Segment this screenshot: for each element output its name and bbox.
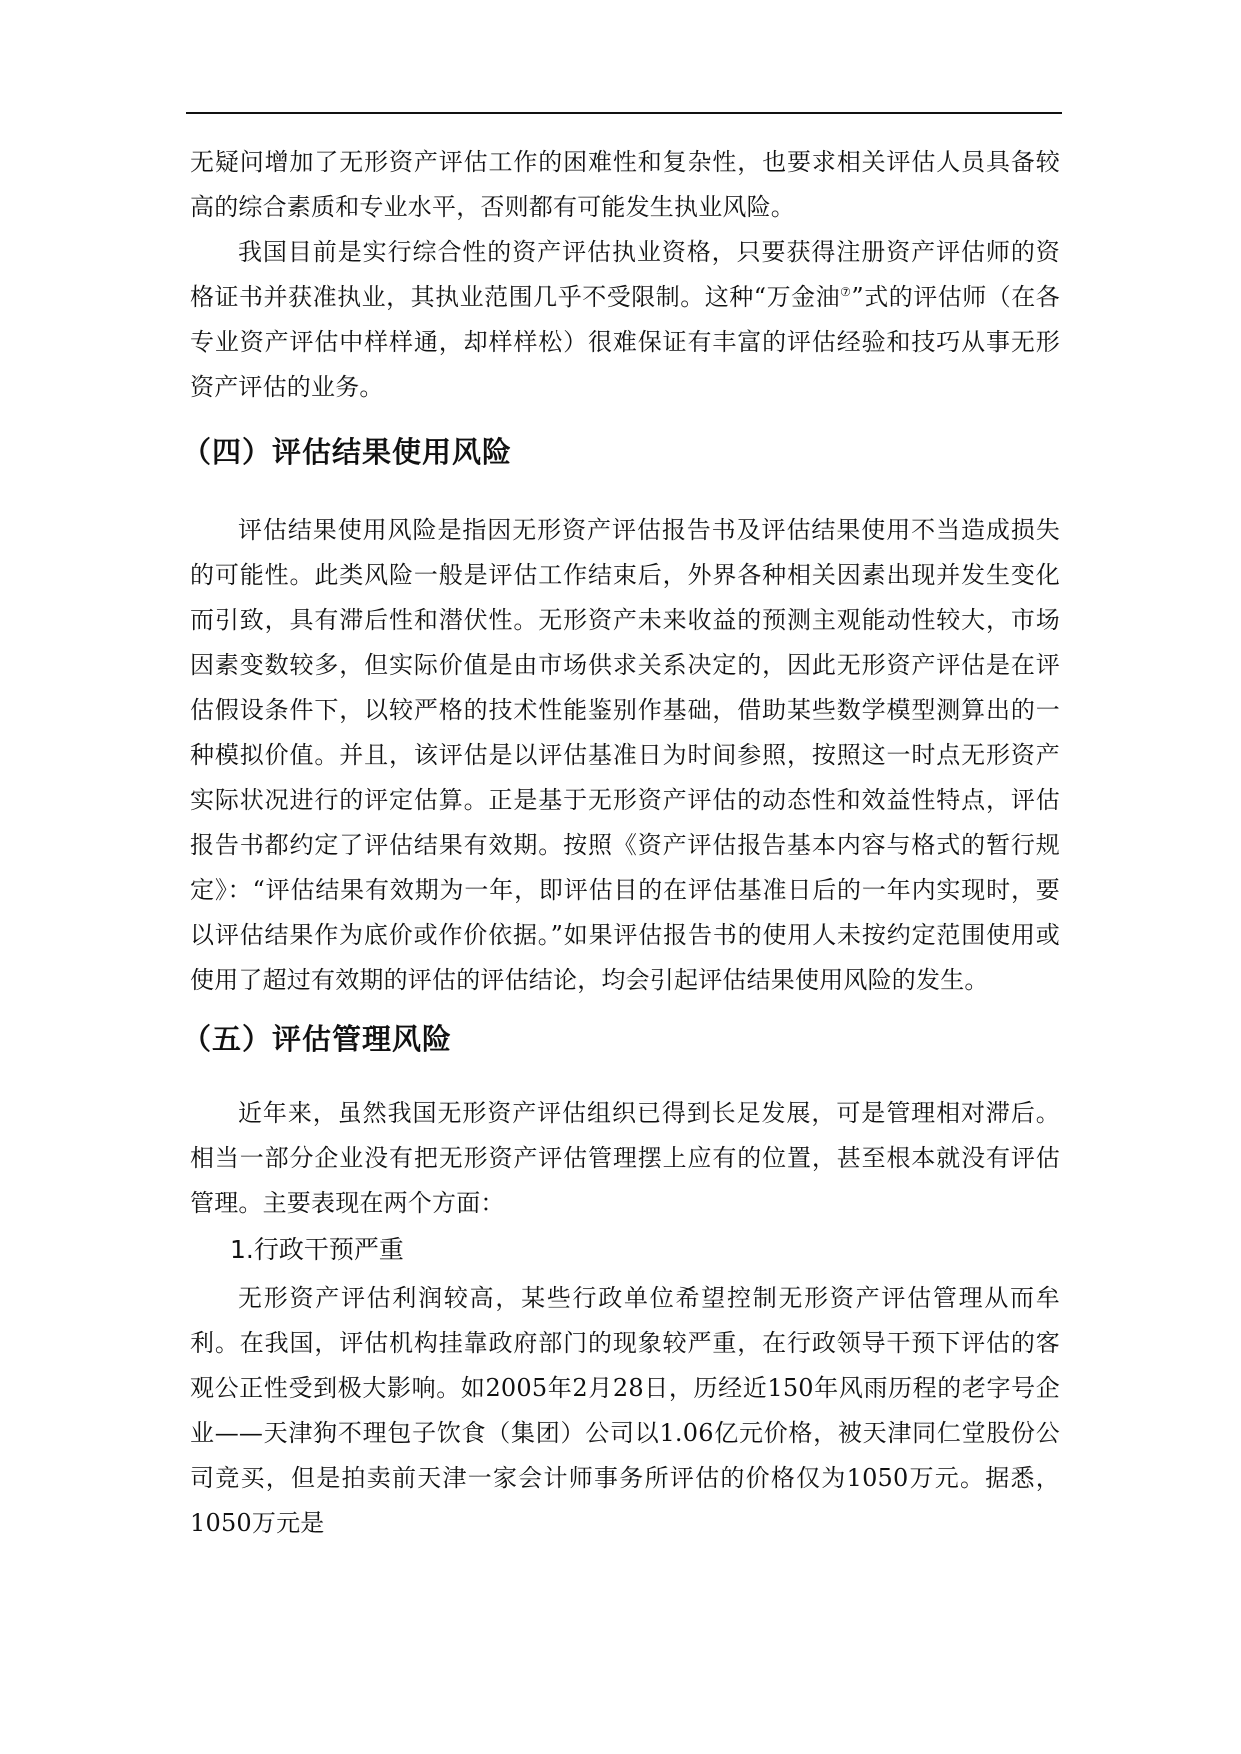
paragraph-text: 我国目前是实行综合性的资产评估执业资格，只要获得注册资产评估师的资格证书并获准执业，其执业范围几乎不受限制。这种“万金油 — [190, 238, 1060, 311]
document-body — [182, 140, 1060, 1546]
section-heading-5: （五）评估管理风险 — [182, 1022, 453, 1056]
footnote-marker[interactable]: ⑦ — [840, 285, 852, 299]
paragraph-result-risk: 评估结果使用风险是指因无形资产评估报告书及评估结果使用不当造成损失的可能性。此类风险一般是评估工作结束后，外界各种相关因素出现并发生变化而引致，具有滞后性和潜伏性。无形资产未来收益的预测主观能动性较大，市场因素变数较多，但实际价值是由市场供求关系决定的，因此无形资产评估是在评估假设条件下，以较严格的技术性能鉴别作基础，借助某些数学模型测算出的一种模拟价值。并且，该评估是以评估基准日为时间参照，按照这一时点无形资产实际状况进行的评定估算。正是基于无形资产评估的动态性和效益性特点，评估报告书都约定了评估结果有效期。按照《资产评估报告基本内容与格式的暂行规定》：“评估结果有效期为一年，即评估目的在评估基准日后的一年内实现时，要以评估结果作为底价或作价依据。”如果评估报告书的使用人未按约定范围使用或使用了超过有效期的评估的评估结论，均会引起评估结果使用风险的发生。 — [190, 516, 1060, 994]
paragraph-qualification — [190, 230, 1060, 410]
paragraph-text: ”式的评估师（在各专业资产评估中样样通，却样样松）很难保证有丰富的评估经验和技巧从事无形资产评估的业务。 — [190, 283, 1060, 401]
section-heading-4: （四）评估结果使用风险 — [182, 435, 513, 469]
paragraph-management-risk: 近年来，虽然我国无形资产评估组织已得到长足发展，可是管理相对滞后。相当一部分企业没有把无形资产评估管理摆上应有的位置，甚至根本就没有评估管理。主要表现在两个方面： — [190, 1099, 1060, 1217]
paragraph-admin-intervention: 无形资产评估利润较高，某些行政单位希望控制无形资产评估管理从而牟利。在我国，评估机构挂靠政府部门的现象较严重，在行政领导干预下评估的客观公正性受到极大影响。如2005年2月28日，历经近150年风雨历程的老字号企业——天津狗不理包子饮食（集团）公司以1.06亿元价格，被天津同仁堂股份公司竞买，但是拍卖前天津一家会计师事务所评估的价格仅为1050万元。据悉，1050万元是 — [190, 1284, 1060, 1537]
header-rule — [186, 112, 1062, 114]
subsection-heading-1: 1.行政干预严重 — [230, 1235, 404, 1264]
paragraph-continued: 无疑问增加了无形资产评估工作的困难性和复杂性，也要求相关评估人员具备较高的综合素质和专业水平，否则都有可能发生执业风险。 — [190, 148, 1060, 221]
